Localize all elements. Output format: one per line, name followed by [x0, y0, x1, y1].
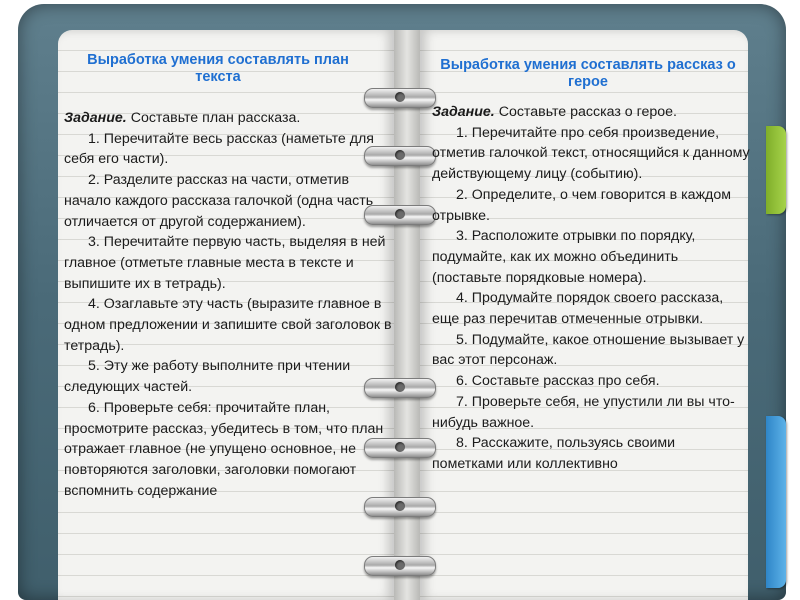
right-page-title: Выработка умения составлять рассказ о герое	[440, 57, 736, 90]
left-page-title: Выработка умения составлять план текста	[87, 52, 349, 85]
step-item: 4. Озаглавьте эту часть (выразите главное в одном предложении и запишите свой заголовок в тетрадь).	[64, 296, 392, 354]
step-item: 3. Расположите отрывки по порядку, подумайте, как их можно объединить (поставьте порядковые номера).	[432, 228, 696, 286]
task-line	[64, 108, 392, 129]
step-item: 6. Проверьте себя: прочитайте план, просмотрите рассказ, убедитесь в том, что план отражает главное (не упущено основное, не повторяются заголовки, заголовки помогают вспомнить содержание	[64, 399, 384, 499]
step-item: 4. Продумайте порядок своего рассказа, еще раз перечитав отмеченные отрывки.	[432, 290, 724, 328]
left-page-text	[64, 108, 392, 501]
binder-ring	[364, 556, 436, 576]
step-item: 6. Составьте рассказ про себя.	[456, 373, 660, 390]
step-item: 2. Определите, о чем говорится в каждом отрывке.	[432, 186, 731, 224]
step-item: 2. Разделите рассказ на части, отметив начало каждого рассказа галочкой (одна часть отличается от другой содержанием).	[64, 172, 374, 230]
step-item: 7. Проверьте себя, не упустили ли вы что-нибудь важное.	[432, 393, 735, 431]
step-item: 5. Подумайте, какое отношение вызывает у вас этот персонаж.	[432, 331, 745, 369]
task-text: Составьте план рассказа.	[126, 110, 301, 126]
green-bookmark-tab	[766, 126, 786, 214]
step-item: 1. Перечитайте весь рассказ (наметьте для себя его части).	[64, 130, 374, 168]
step-item: 8. Расскажите, пользуясь своими пометками или коллективно	[432, 435, 676, 472]
step-item: 1. Перечитайте про себя произведение, отметив галочкой текст, относящийся к данному действующему лицу (событию).	[432, 124, 750, 183]
task-lead: Задание.	[64, 110, 127, 126]
step-item: 5. Эту же работу выполните при чтении следующих частей.	[64, 358, 351, 396]
right-page-text	[432, 102, 750, 475]
binder-ring	[364, 88, 436, 108]
task-line	[432, 102, 750, 123]
task-lead: Задание.	[432, 104, 495, 120]
blue-bookmark-tab	[766, 416, 786, 588]
step-item: 3. Перечитайте первую часть, выделяя в ней главное (отметьте главные места в тексте и выпишите их в тетрадь).	[64, 234, 386, 292]
task-text: Составьте рассказ о герое.	[494, 104, 678, 120]
